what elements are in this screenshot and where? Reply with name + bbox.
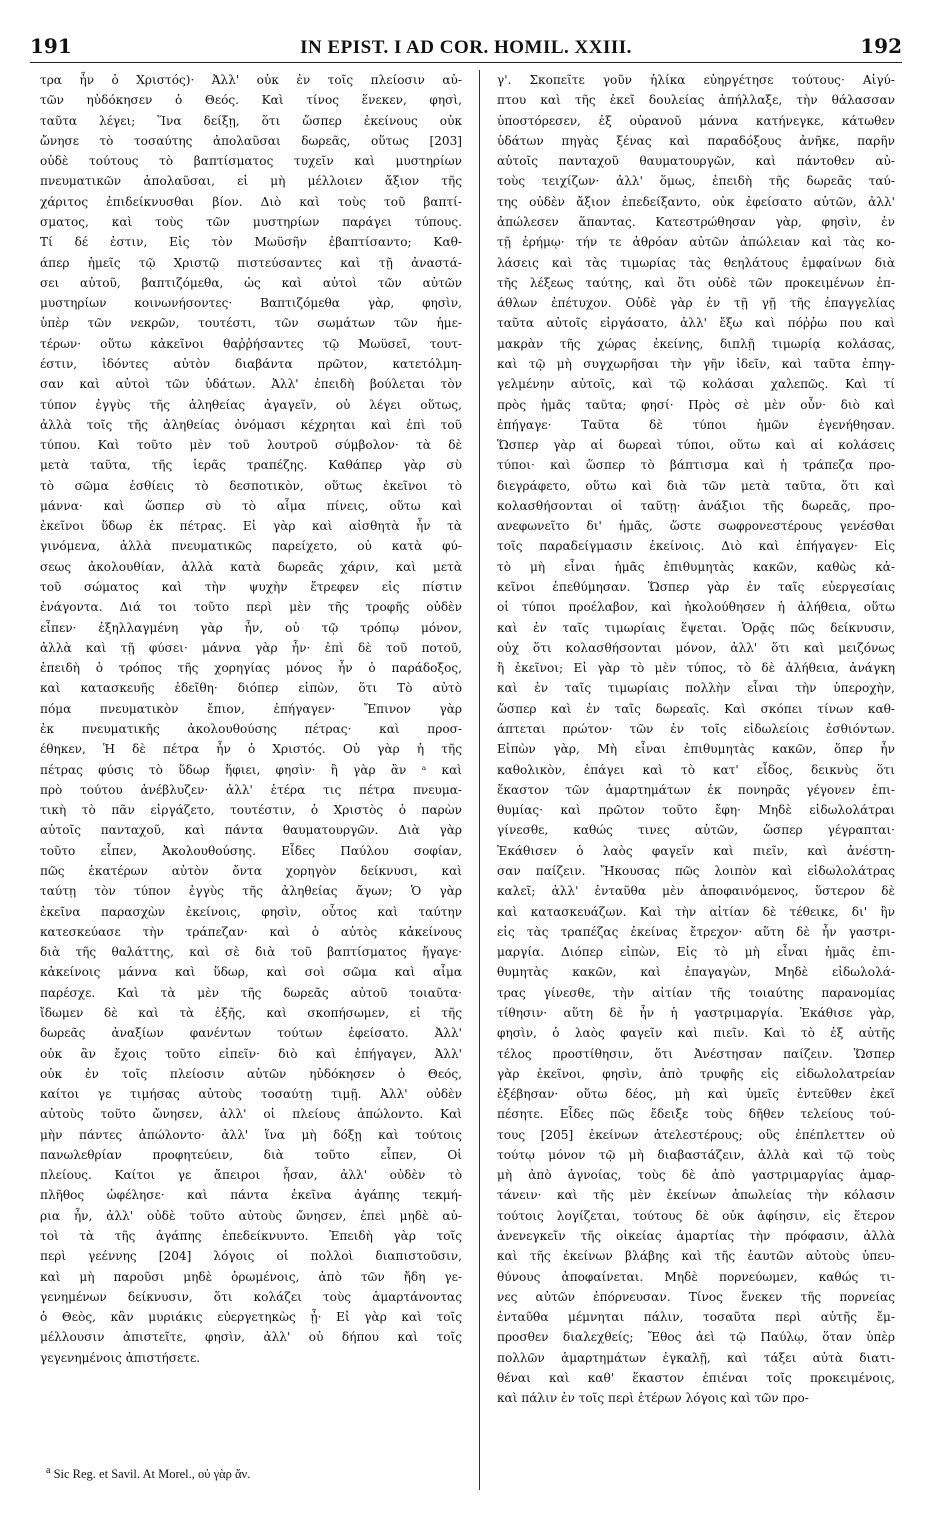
text-line: καὶ πάλιν ἐν τοῖς περὶ ἑτέρων λόγοις καὶ τῶν προ- bbox=[497, 1391, 809, 1406]
text-line: χάριτος ἐπιδείκνυσθαι βίον. Διὸ καὶ τοὺς τοῦ βαπτί- bbox=[40, 194, 462, 209]
text-line: πολλῶν ἁμαρτημάτων ἐγκαλῇ, καὶ τάξει αὐτὰ διατι- bbox=[497, 1350, 895, 1365]
text-line: εἰς τὰς τραπέζας ἐκείνας ἔτρεχον· αὕτη δὲ ἦν γαστρι- bbox=[497, 924, 895, 939]
text-line: μετὰ ταῦτα, τῆς ἱερᾶς τραπέζης. Καθάπερ γὰρ σὺ bbox=[40, 458, 462, 473]
text-line: αὐτοῖς πανταχοῦ, καὶ πάντα θαυματουργῶν. Διὰ γὰρ bbox=[40, 823, 462, 838]
text-line: θύνους ἀποφαίνεται. Μηδὲ πορνεύωμεν, καθώς τι- bbox=[497, 1269, 895, 1284]
text-line: πόμα πνευματικὸν ἔπιον, ἐπήγαγεν· Ἔπινον γὰρ bbox=[40, 701, 462, 716]
text-line: καὶ κατασκευῆς ἐδεῖθη· διόπερ εἰπὼν, ὅτι Τὸ αὐτὸ bbox=[40, 681, 462, 696]
text-line: τύπον ἐγγὺς τῆς ἀληθείας ἀγαγεῖν, οὐ λέγει οὕτως, bbox=[40, 397, 462, 412]
text-line: πνευματικῶν ἀπολαῦσαι, εἰ μὴ μέλλοιεν ἄξιον τῆς bbox=[40, 174, 462, 189]
text-line: γινόμενα, ἀλλὰ πνευματικῶς παρείχετο, οὐ κατὰ φύ- bbox=[40, 539, 462, 554]
text-line: σματος, καὶ τοὺς τῶν μυστηρίων παράγει τύπους. bbox=[40, 214, 462, 229]
text-line: Ἐκάθισεν ὁ λαὸς φαγεῖν καὶ πιεῖν, καὶ ἀνέστη- bbox=[497, 843, 895, 858]
text-line: γενημένων δείκνυσιν, ὅτι κολάζει τοὺς ἁμαρτάνοντας bbox=[40, 1289, 462, 1304]
text-line: ἀλλὰ τοῖς τῆς ἀληθείας ὀνόμασι κέχρηται καὶ ἐπὶ τοῦ bbox=[40, 417, 462, 432]
text-line: τῶν ηὐδόκησεν ὁ Θεός. Καὶ τίνος ἕνεκεν, φησὶ, bbox=[40, 93, 462, 108]
text-line: έστιν, ἰδόντες αὐτὸν διαβάντα πρῶτον, κατετόλμη- bbox=[40, 356, 462, 371]
text-line: γ'. Σκοπεῖτε γοῦν ἡλίκα εὐηργέτησε τούτους· Αἰγύ- bbox=[497, 73, 895, 87]
text-line: θέναι καὶ καθ' ἕκαστον ἐπιέναι τοῖς προκειμένοις, bbox=[497, 1371, 895, 1385]
text-line: φησὶν, ὁ λαὸς φαγεῖν καὶ πιεῖν. Καὶ τὸ ἐξ αὐτῆς bbox=[497, 1026, 895, 1041]
text-line: τούτοις λογίζεται, τούτους δὲ οὐκ ἀφίησιν, εἰς ἕτερον bbox=[497, 1208, 895, 1223]
page-header bbox=[30, 34, 902, 60]
text-line: Τί δέ ἐστιν, Εἰς τὸν Μωϋσῆν ἐβαπτίσαντο; Καθ- bbox=[40, 235, 462, 250]
text-line: τικὴ τὸ πᾶν εἰργάζετο, τουτέστιν, ὁ Χριστὸς ὁ παρὼν bbox=[40, 803, 462, 818]
text-line: ανεφωνεῖτο δι' ἡμᾶς, ὥστε σωφρονεστέρους γενέσθαι bbox=[497, 519, 895, 534]
text-line: τούτῳ μόνον τῷ μὴ διαβαστάζειν, ἀλλὰ καὶ τῷ τοὺς bbox=[497, 1147, 895, 1162]
text-line: τὸ μὴ εἶναι ἡμᾶς ἐπιθυμητὰς κακῶν, καθὼς κἀ- bbox=[497, 559, 895, 574]
text-line: ταῦτα αὐτοῖς εἰργάσατο, ἀλλ' ἔξω καὶ πόῤῥω που καὶ bbox=[497, 316, 895, 331]
text-line: ταῦτα λέγει; Ἵνα δείξῃ, ὅτι ὥσπερ ἐκείνους οὐκ bbox=[40, 113, 462, 128]
text-line: τέλος προστίθησιν, ὅτι Ἀνέστησαν παίζειν. Ὥσπερ bbox=[497, 1046, 895, 1061]
text-line: σεως ἀκολουθίαν, ἀλλὰ κατὰ δωρεᾶς χάριν, καὶ μετὰ bbox=[40, 559, 462, 574]
text-line: οἱ τύποι προέλαβον, καὶ ἠκολούθησεν ἡ ἀλήθεια, οὕτω bbox=[497, 600, 895, 615]
text-line: μὴν πάντες ἀπώλοντο· ἀλλ' ἵνα μὴ δόξῃ καὶ τούτοις bbox=[40, 1127, 462, 1142]
text-line: οὐδὲ τούτους τὸ βαπτίσματος τυχεῖν καὶ μυστηρίων bbox=[40, 154, 462, 169]
text-line: μακρὰν τῆς χώρας ἐκείνης, διπλῇ τιμωρίᾳ κολάσας, bbox=[497, 336, 895, 351]
header-rule bbox=[30, 62, 902, 63]
text-line: καὶ ἐν ταῖς τιμωρίαις ἕψεται. Ὁρᾷς πῶς δείκνυσιν, bbox=[497, 620, 895, 635]
text-line: διὰ τῆς θαλάττης, καὶ σὲ διὰ τοῦ βαπτίσματος ἤγαγε· bbox=[40, 945, 462, 960]
text-line: εἶπεν· ἐξηλλαγμένη γὰρ ἦν, οὐ τῷ τρόπῳ μόνον, bbox=[40, 620, 462, 635]
text-line: καὶ ἐν ταῖς τιμωρίαις πολλὴν εἶναι τὴν ὑπεροχὴν, bbox=[497, 681, 895, 696]
text-line: τέρων· οὕτω κἀκεῖνοι θαῤῥήσαντες τῷ Μωϋσεῖ, τουτ- bbox=[40, 336, 462, 351]
text-line: ἐκ πνευματικῆς ἀκολουθούσης πέτρας· καὶ προσ- bbox=[40, 722, 462, 736]
text-line: μάννα· καὶ ὥσπερ σὺ τὸ αἷμα πίνεις, οὕτω καὶ bbox=[40, 498, 462, 513]
text-line: πλῆθος ὠφέλησε· καὶ πάντα ἐκεῖνα ἀγάπης τεκμή- bbox=[40, 1188, 462, 1203]
text-line: ἐπήγαγε· Ταῦτα δὲ τύποι ἡμῶν ἐγενήθησαν. bbox=[497, 417, 895, 432]
text-line: πρὸ τούτου ἀνέβλυζεν· ἀλλ' ἑτέρα τις πέτρα πνευμα- bbox=[40, 782, 462, 797]
text-line: ἐνάγοντα. Διά τοι τοῦτο περὶ μὲν τῆς τροφῆς οὐδὲν bbox=[40, 600, 462, 615]
text-line: τους [205] ἐκείνων ἀτελεστέρους; οὓς ἐπέπλεττεν οὐ bbox=[497, 1127, 895, 1142]
text-line: ἕκαστον τῶν ἁμαρτημάτων ἐκ πονηρᾶς γέγονεν ἐπι- bbox=[497, 782, 895, 797]
footnote-mark: a bbox=[46, 1465, 51, 1476]
text-line: ἴδωμεν δὲ καὶ τὰ ἑξῆς, καὶ σκοπήσωμεν, εἰ τῆς bbox=[40, 1005, 462, 1020]
text-line: θυμίας· καὶ πρῶτον τοῦτο ἔφη· Μηδὲ εἰδωλολάτραι bbox=[497, 803, 895, 818]
text-line: τάνειν· καὶ τῆς μὲν ἐκείνων ἀπωλείας τὴν κόλασιν bbox=[497, 1188, 895, 1203]
text-line: γὰρ ἐκεῖνοι, φησὶν, ἀπὸ τρυφῆς εἰς εἰδωλολατρείαν bbox=[497, 1066, 895, 1081]
text-line: καὶ τῆς ἐκείνων βλάβης καὶ τῆς ἑαυτῶν αὐτοὺς ὑπευ- bbox=[497, 1249, 895, 1264]
text-line: άθλων ἐπέτυχον. Οὐδὲ γὰρ ἐν τῇ γῇ τῆς ἐπαγγελίας bbox=[497, 296, 895, 311]
right-column bbox=[497, 70, 895, 1409]
text-line: αὐτοῖς πανταχοῦ θαυματουργῶν, καὶ πάντοθεν αὐ- bbox=[497, 154, 895, 169]
text-line: σαν παίζειν. Ἤκουσας πῶς λοιπὸν καὶ εἰδωλολάτρας bbox=[497, 863, 895, 878]
text-line: ὁ Θεὸς, κἂν μυριάκις εὐεργετηκὼς ᾖ· Εἰ γὰρ καὶ τοῖς bbox=[40, 1310, 462, 1325]
text-line: ὑπὲρ τῶν νεκρῶν, τουτέστι, τῶν σωμάτων τῶν ἡμε- bbox=[40, 316, 462, 331]
text-line: τοὺς τειχίζων· ἀλλ' ὅμως, ἐπειδὴ τῆς δωρεᾶς ταύ- bbox=[497, 174, 895, 189]
text-line: περὶ γεέννης [204] λόγοις οἱ πολλοὶ διαπιστοῦσιν, bbox=[40, 1249, 462, 1264]
text-line: τοῦ σώματος καὶ τὴν ψυχὴν ἔτρεφεν εἰς πίστιν bbox=[40, 580, 462, 595]
text-line: γεγενημένοις ἀπιστήσετε. bbox=[40, 1350, 201, 1365]
text-line: τὸ σῶμα ἐσθίεις τὸ δεσποτικὸν, οὕτως ἐκεῖνοι τὸ bbox=[40, 478, 462, 493]
text-line: νες αὐτῶν ἐπόρνευσαν. Τίνος ἕνεκεν τῆς πορνείας bbox=[497, 1289, 895, 1304]
text-line: θυμητὰς κακῶν, καὶ ἐπαγαγὼν, Μηδὲ εἰδωλολά- bbox=[497, 965, 895, 980]
text-line: σει αὐτοῦ, βαπτιζόμεθα, ὡς καὶ αὐτοὶ τῶν αὐτῶν bbox=[40, 275, 462, 290]
text-line: τῆς λέξεως ταύτης, καὶ ὅτι οὐδὲ τῶν προκειμένων ἐπ- bbox=[497, 275, 895, 290]
text-line: μέλλουσιν ἀπιστεῖτε, φησὶν, ἀλλ' οὐ δήπου καὶ τοῖς bbox=[40, 1330, 462, 1345]
text-line: κολασθήσονται οἱ ταῦτῃ· ἀνάξιοι τῆς δωρεᾶς, προ- bbox=[497, 498, 895, 513]
footnote-text: Sic Reg. et Savil. At Morel., οὐ γὰρ ἄν. bbox=[53, 1467, 251, 1482]
text-line: άπτεται πρώτον· τῶν ἐν τοῖς εἰδωλείοις ἐσθιόντων. bbox=[497, 722, 895, 736]
text-line: τρα ἦν ὁ Χριστός)· Ἀλλ' οὐκ ἐν τοῖς πλείοσιν αὐ- bbox=[40, 73, 462, 87]
text-line: πανωλεθρίαν προφητεύειν, διὰ τοῦτο εἶπεν, Οἱ bbox=[40, 1147, 462, 1162]
text-line: καίτοι γε τιμήσας αὐτοὺς τοσαύτῃ τιμῇ. Ἀλλ' οὐδὲν bbox=[40, 1087, 462, 1102]
text-line: κεῖνοι ἐπεθύμησαν. Ὥσπερ γὰρ ἐν ταῖς εὐεργεσίαις bbox=[497, 580, 895, 595]
text-line: σαν καὶ αὐτοὶ τῶν ὑδάτων. Ἀλλ' ἐπειδὴ βούλεται τὸν bbox=[40, 377, 462, 392]
text-line: οὐχ ὅτι κολασθήσονται μόνον, ἀλλ' ὅτι καὶ μειζόνως bbox=[497, 640, 895, 655]
text-line: ταύτῃ τὸν τύπον ἐγγὺς τῆς ἀληθείας ἄγων; Ὁ γὰρ bbox=[40, 884, 462, 899]
text-line: προσθεν διαλεχθείς; Ἔθος ἀεὶ τῷ Παύλῳ, ὅταν ὑπὲρ bbox=[497, 1330, 895, 1345]
text-line: καλεῖ; ἀλλ' ἐνταῦθα μὲν ἀποφαινόμενος, ὕστερον δὲ bbox=[497, 884, 895, 899]
text-line: της οὐδὲν ἄξιον ἐπεδείξαντο, οὐκ ἐφείσατο αὐτῶν, ἀλλ' bbox=[497, 194, 895, 209]
text-line: ὥσπερ καὶ ἐν ταῖς δωρεαῖς. Καὶ σκόπει τίνων καθ- bbox=[497, 701, 895, 716]
text-line: ἐξέβησαν· οὕτω δέος, μὴ καὶ ὑμεῖς ἐντεῦθεν ἐκεῖ bbox=[497, 1087, 895, 1102]
text-line: αὐτοὺς τοῦτο ὤνησεν, ἀλλ' οἱ πλείους ἀπώλοντο. Καὶ bbox=[40, 1107, 462, 1122]
text-line: Εἰπὼν γὰρ, Μὴ εἶναι ἐπιθυμητὰς κακῶν, ὅπερ ἦν bbox=[497, 742, 895, 757]
text-line: οὐκ ἐν τοῖς πλείοσιν αὐτῶν ηὐδόκησεν ὁ Θεός, bbox=[40, 1066, 462, 1081]
text-line: ὑποστόρεσεν, ἐξ οὐρανοῦ μάννα κατήνεγκε, κάτωθεν bbox=[497, 113, 895, 128]
text-line: πῶς ἑκατέρων αὐτὸν ὄντα χορηγὸν δείκνυσι, καὶ bbox=[40, 863, 462, 878]
text-line: ἐνταῦθα μέμνηται πάλιν, τοσαῦτα περὶ αὐτῆς ἔμ- bbox=[497, 1310, 895, 1325]
text-line: γίνεσθε, καθώς τινες αὐτῶν, ὥσπερ γέγραπται· bbox=[497, 823, 895, 838]
text-line: μὴ ἀπὸ ἀγνοίας, τοὺς δὲ ἀπὸ γαστριμαργίας ἁμαρ- bbox=[497, 1168, 895, 1183]
text-line: διεγράφετο, οὕτω καὶ διὰ τῶν μετὰ ταῦτα, ὅτι καὶ bbox=[497, 478, 895, 493]
text-line: τρας γίνεσθε, τὴν αἰτίαν τῆς τοιαύτης παρανομίας bbox=[497, 985, 895, 1000]
text-line: ἐπειδὴ ὁ τρόπος τῆς χορηγίας μόνος ἦν ὁ παράδοξος, bbox=[40, 661, 462, 676]
column-divider bbox=[479, 70, 480, 1490]
text-line: έθηκεν, Ἡ δὲ πέτρα ἦν ὁ Χριστός. Οὐ γὰρ ἡ τῆς bbox=[40, 742, 462, 757]
text-line: πέτρας φύσις τὸ ὕδωρ ἥφιει, φησὶν· ἢ γὰρ ἂν ᵃ καὶ bbox=[40, 762, 462, 777]
text-line: καὶ μὴ παροῦσι μηδὲ ὁρωμένοις, ἀπὸ τῶν ἤδη γε- bbox=[40, 1269, 462, 1284]
text-line: μαργία. Διόπερ εἰπὼν, Εἰς τὸ μὴ εἶναι ἡμᾶς ἐπι- bbox=[497, 945, 895, 960]
text-line: τοῦτο εἶπεν, Ἀκολουθούσης. Εἶδες Παύλου σοφίαν, bbox=[40, 843, 462, 858]
text-line: ἢ ἐκεῖνοι; Εἰ γὰρ τὸ μὲν τύπος, τὸ δὲ ἀλήθεια, ἀνάγκη bbox=[497, 661, 895, 676]
text-line: καὶ τῷ μὴ συγχωρῆσαι τὴν γῆν ἰδεῖν, καὶ ταῦτα ἐπηγ- bbox=[497, 356, 895, 371]
text-line: κατεσκεύασε τὴν τράπεζαν· καὶ ὁ αὐτὸς κἀκείνους bbox=[40, 924, 462, 939]
text-line: ὑδάτων πηγὰς ξένας καὶ παραδόξους ἀνῆκε, παρῆν bbox=[497, 133, 895, 148]
left-column bbox=[40, 70, 462, 1368]
text-line: τύπου. Καὶ τοῦτο μὲν τοῦ λουτροῦ σύμβολον· τὰ δὲ bbox=[40, 438, 462, 453]
page-number-left: 191 bbox=[30, 34, 72, 58]
text-line: παρέσχε. Καὶ τὰ μὲν τῆς δωρεᾶς αὐτοῦ τοιαῦτα· bbox=[40, 985, 462, 1000]
text-line: καθολικὸν, ἐπάγει καὶ τὸ κατ' εἶδος, δεικνὺς ὅτι bbox=[497, 762, 895, 777]
text-line: λάσεις καὶ τὰς τιμωρίας τὰς θεηλάτους ἐμφαίνων διὰ bbox=[497, 255, 895, 270]
text-line: οὐκ ἂν ἔχοις τοῦτο εἰπεῖν· διὸ καὶ ἐπήγαγεν, Ἀλλ' bbox=[40, 1046, 462, 1061]
text-line: μυστηρίων κοινωνήσοντες· Βαπτιζόμεθα γὰρ, φησὶν, bbox=[40, 296, 462, 311]
text-line: ρια ἦν, ἀλλ' οὐδὲ τοῦτο αὐτοὺς ὤνησεν, ἐπεὶ μηδὲ αὐ- bbox=[40, 1208, 462, 1223]
footnote bbox=[46, 1465, 250, 1482]
text-line: πρὸς ἡμᾶς ταῦτα; φησί· Πρὸς σὲ μὲν οὖν· διὸ καὶ bbox=[497, 397, 895, 412]
running-title: IN EPIST. I AD COR. HOMIL. XXIII. bbox=[300, 37, 632, 58]
text-line: τύποι· καὶ ὥσπερ τὸ βάπτισμα καὶ ἡ τράπεζα προ- bbox=[497, 458, 895, 473]
text-line: τοῖς παραδείγμασιν ἐκείνοις. Διὸ καὶ ἐπήγαγεν· Εἰς bbox=[497, 539, 895, 554]
text-line: τῇ ἐρήμῳ· τήν τε ἀθρόαν αὐτῶν ἀπώλειαν καὶ τὰς κο- bbox=[497, 235, 895, 250]
text-line: ἀπώλεσεν ἅπαντας. Κατεστρώθησαν γὰρ, φησὶν, ἐν bbox=[497, 214, 895, 229]
text-line: ἀνενεγκεῖν τῆς οἰκείας ἁμαρτίας τὴν πρόφασιν, ἀλλὰ bbox=[497, 1229, 895, 1244]
text-line: πτου καὶ τῆς ἐκεῖ δουλείας ἀπήλλαξε, τὴν θάλασσαν bbox=[497, 93, 895, 108]
text-line: Ὥσπερ γὰρ αἱ δωρεαὶ τύποι, οὕτω καὶ αἱ κολάσεις bbox=[497, 438, 895, 453]
text-line: πλείους. Καίτοι γε ἄπειροι ἦσαν, ἀλλ' οὐδὲν τὸ bbox=[40, 1168, 462, 1183]
page-number-right: 192 bbox=[860, 34, 902, 58]
text-line: ἐκεῖνοι ὕδωρ ἐκ πέτρας. Εἰ γὰρ καὶ αἰσθητὰ ἦν τὰ bbox=[40, 519, 462, 534]
text-line: γελμένην αὐτοῖς, καὶ τῷ κολάσαι χαλεπῶς. Καὶ τί bbox=[497, 377, 895, 392]
text-line: ἐκεῖνα παρασχὼν ἐκείνοις, φησὶν, οὗτος καὶ ταύτην bbox=[40, 904, 462, 919]
text-line: άπερ ἡμεῖς τῷ Χριστῷ πιστεύσαντες καὶ τῇ ἀναστά- bbox=[40, 255, 462, 270]
text-line: ὤνησε τὸ τοσαύτης ἀπολαῦσαι δωρεᾶς, οὕτως [203] bbox=[40, 133, 462, 148]
text-line: πέσητε. Εἶδες πῶς ἔδειξε τοὺς δῆθεν τελείους τού- bbox=[497, 1107, 895, 1122]
text-line: ἀλλὰ καὶ τῇ φύσει· μάννα γὰρ ἦν· ἐπὶ δὲ τοῦ ποτοῦ, bbox=[40, 640, 462, 655]
text-line: τίθησιν· αὕτη δὲ ἦν ἡ γαστριμαργία. Ἐκάθισε γὰρ, bbox=[497, 1005, 895, 1020]
text-line: κἀκείνοις μάννα καὶ ὕδωρ, καὶ σοὶ σῶμα καὶ αἷμα bbox=[40, 965, 462, 980]
text-line: καὶ κατασκευάζων. Καὶ τὴν αἰτίαν δὲ τέθεικε, δι' ἣν bbox=[497, 904, 895, 919]
text-line: τοὶ τὰ τῆς ἀγάπης ἐπεδείκνυντο. Ἐπειδὴ γὰρ τοῖς bbox=[40, 1229, 462, 1244]
text-line: δωρεᾶς ἀναξίων φανέντων τούτων ἐφείσατο. Ἀλλ' bbox=[40, 1026, 462, 1041]
